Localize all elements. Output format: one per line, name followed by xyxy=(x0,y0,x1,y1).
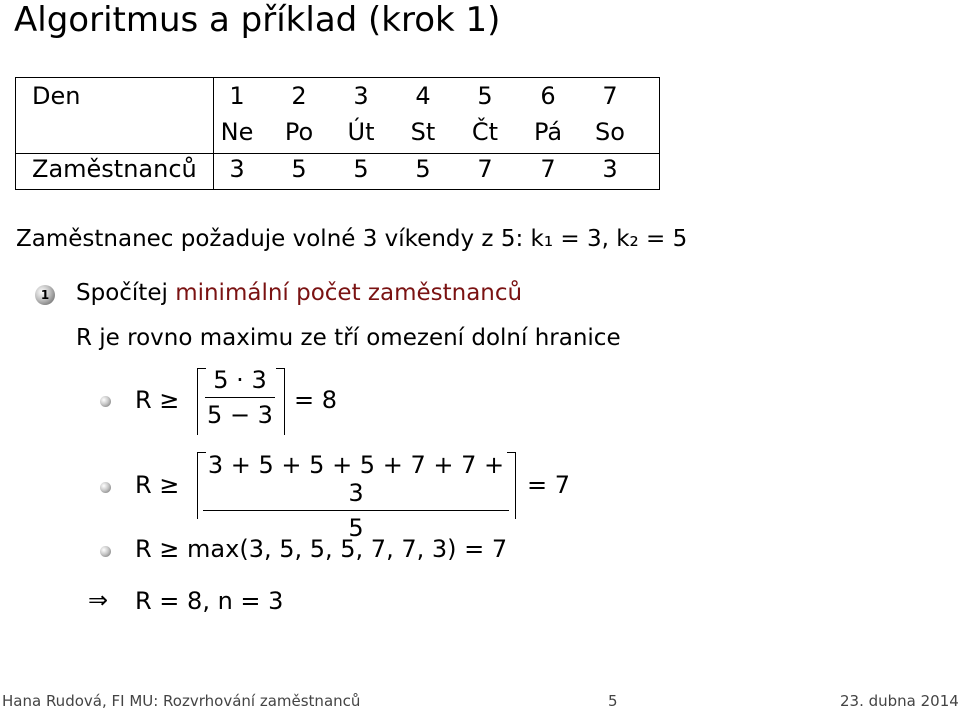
description-text: R je rovno maximu ze tří omezení dolní hranice xyxy=(76,325,621,351)
footer-page-number: 5 xyxy=(608,692,618,710)
bound2-lhs: R ≥ xyxy=(135,471,180,499)
employee-count: 5 xyxy=(353,155,369,183)
table-divider-horizontal xyxy=(16,153,659,154)
bound2-result: = 7 xyxy=(527,471,571,499)
bullet-icon xyxy=(100,396,111,407)
day-name: Po xyxy=(284,118,314,146)
footer xyxy=(0,686,959,713)
employee-count: 5 xyxy=(291,155,307,183)
enumeration-ball-icon: 1 xyxy=(35,285,55,305)
step-prefix: Spočítej xyxy=(76,280,176,306)
ceil-right-bracket xyxy=(507,452,516,519)
ceil-right-bracket xyxy=(276,368,285,435)
day-name: Ne xyxy=(220,118,254,146)
bound2-numerator: 3 + 5 + 5 + 5 + 7 + 7 + 3 xyxy=(207,451,505,507)
row-label-employees: Zaměstnanců xyxy=(32,155,197,183)
footer-date: 23. dubna 2014 xyxy=(840,692,959,710)
employee-count: 5 xyxy=(415,155,431,183)
bound2-denominator: 5 xyxy=(348,514,364,542)
step-highlight: minimální počet zaměstnanců xyxy=(175,280,523,306)
bound1-denominator: 5 − 3 xyxy=(207,401,273,429)
fraction-bar xyxy=(203,510,509,511)
employee-count: 7 xyxy=(540,155,556,183)
day-number: 3 xyxy=(353,82,369,110)
implies-arrow-icon: ⇒ xyxy=(88,586,109,614)
bound2-fraction xyxy=(203,451,509,542)
bound1-result: = 8 xyxy=(294,386,338,414)
intro-text: Zaměstnanec požaduje volné 3 víkendy z 5: k₁ = 3, k₂ = 5 xyxy=(16,226,688,252)
employee-count: 3 xyxy=(229,155,245,183)
bound3-expression: R ≥ max(3, 5, 5, 5, 7, 7, 3) = 7 xyxy=(135,535,508,563)
employee-count: 3 xyxy=(602,155,618,183)
bound1-lhs: R ≥ xyxy=(135,386,180,414)
bullet-icon xyxy=(100,546,111,557)
day-name: Čt xyxy=(471,118,499,146)
bullet-icon xyxy=(100,482,111,493)
schedule-table xyxy=(15,77,660,190)
day-number: 5 xyxy=(477,82,493,110)
bound1-fraction xyxy=(205,366,275,429)
day-number: 1 xyxy=(229,82,245,110)
step-text xyxy=(76,280,522,306)
row-label-day: Den xyxy=(32,82,81,110)
fraction-bar xyxy=(205,397,275,398)
footer-author: Hana Rudová, FI MU: Rozvrhování zaměstnanců xyxy=(2,692,361,710)
day-name: St xyxy=(410,118,436,146)
day-number: 4 xyxy=(415,82,431,110)
day-number: 7 xyxy=(602,82,618,110)
day-name: So xyxy=(595,118,625,146)
day-number: 2 xyxy=(291,82,307,110)
day-name: Pá xyxy=(533,118,563,146)
day-number: 6 xyxy=(540,82,556,110)
slide-title: Algoritmus a příklad (krok 1) xyxy=(14,0,501,40)
employee-count: 7 xyxy=(477,155,493,183)
conclusion-text: R = 8, n = 3 xyxy=(135,587,284,615)
day-name: Út xyxy=(347,118,375,146)
bound1-numerator: 5 · 3 xyxy=(213,366,267,394)
